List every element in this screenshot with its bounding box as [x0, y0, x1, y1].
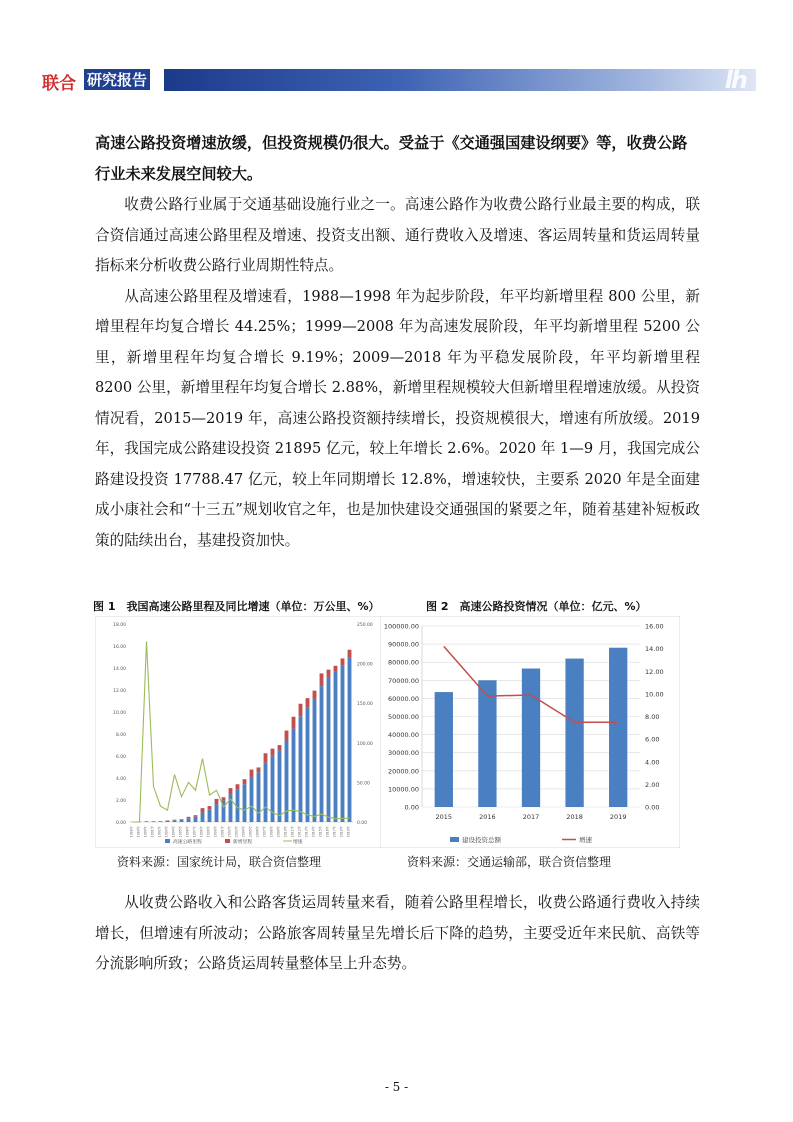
y-left-tick: 30000.00 — [387, 749, 419, 758]
y-left-tick: 2.00 — [115, 799, 126, 804]
paragraph-3: 从收费公路收入和公路客货运周转量来看，随着公路里程增长，收费公路通行费收入持续增长，但增速有所波动；公路旅客周转量呈先增长后下降的趋势，主要受近年来民航、高铁等分流影响所致；公路货运周转量整体呈上升态势。 — [95, 894, 700, 972]
bar-mileage — [159, 821, 163, 822]
x-tick-label: 1997年 — [192, 826, 197, 838]
x-tick-label: 2018 — [566, 813, 583, 821]
bar-new-mileage — [292, 717, 296, 729]
bar-new-mileage — [194, 815, 198, 817]
y-left-tick: 16.00 — [113, 645, 126, 650]
bar-new-mileage — [306, 698, 310, 707]
bar-mileage — [327, 678, 331, 822]
bar-mileage — [215, 804, 219, 822]
x-tick-label: 2016年 — [325, 826, 330, 838]
x-tick-label: 2016 — [479, 813, 496, 821]
bar-new-mileage — [236, 784, 240, 789]
bar-new-mileage — [264, 753, 268, 762]
x-tick-label: 2007年 — [262, 826, 267, 838]
legend-swatch — [225, 839, 230, 843]
x-tick-label: 2017 — [522, 813, 540, 821]
paragraph-1: 收费公路行业属于交通基础设施行业之一。高速公路作为收费公路行业最主要的构成，联合资信通过高速公路里程及增速、投资支出额、通行费收入及增速、客运周转量和货运周转量指标来分析收费公路行业周期性特点。 — [95, 196, 700, 274]
bar-new-mileage — [180, 819, 184, 820]
y-left-tick: 4.00 — [115, 777, 126, 782]
y-right-tick: 0.00 — [645, 803, 660, 812]
bar-investment — [435, 692, 453, 807]
bar-new-mileage — [173, 820, 177, 821]
x-tick-label: 1994年 — [171, 826, 176, 838]
bar-new-mileage — [320, 673, 324, 686]
figure-1-title: 图 1 我国高速公路里程及同比增速（单位：万公里、%） — [93, 600, 380, 613]
bar-mileage — [292, 729, 296, 822]
bar-mileage — [306, 707, 310, 822]
y-left-tick: 50000.00 — [387, 713, 419, 721]
y-left-tick: 0.00 — [404, 803, 419, 812]
bar-investment — [522, 669, 540, 807]
bar-new-mileage — [215, 799, 219, 804]
x-tick-label: 1989年 — [136, 826, 141, 838]
legend-label: 增速 — [293, 840, 303, 845]
bar-mileage — [208, 809, 212, 822]
report-header — [42, 66, 756, 94]
x-tick-label: 1990年 — [143, 826, 148, 838]
x-tick-label: 2010年 — [283, 826, 288, 838]
x-tick-label: 2006年 — [255, 826, 260, 838]
legend-label: 建设投资总额 — [462, 836, 501, 844]
bar-new-mileage — [250, 770, 254, 777]
bar-new-mileage — [257, 767, 261, 772]
x-tick-label: 1991年 — [150, 826, 155, 838]
lead-paragraph: 高速公路投资增速放缓，但投资规模仍很大。受益于《交通强国建设纲要》等，收费公路行业未来发展空间较大。 — [95, 134, 688, 183]
x-tick-label: 2009年 — [276, 826, 281, 838]
bar-mileage — [194, 817, 198, 822]
chart-highway-mileage — [95, 616, 395, 848]
bar-mileage — [341, 665, 345, 822]
y-right-tick: 12.00 — [645, 667, 664, 676]
y-left-tick: 6.00 — [115, 755, 126, 760]
x-tick-label: 2011年 — [290, 826, 295, 838]
y-left-tick: 70000.00 — [387, 676, 419, 685]
header-gradient-bar — [164, 66, 756, 94]
y-right-tick: 2.00 — [645, 780, 660, 789]
bar-new-mileage — [208, 806, 212, 809]
y-right-tick: 150.00 — [357, 702, 373, 708]
bar-new-mileage — [271, 749, 275, 756]
x-tick-label: 2012年 — [297, 826, 302, 838]
bar-mileage — [166, 821, 170, 822]
y-left-tick: 100000.00 — [383, 622, 419, 631]
legend-label: 增速 — [579, 836, 592, 844]
x-tick-label: 2000年 — [213, 826, 218, 838]
bar-mileage — [299, 716, 303, 822]
legend-swatch — [165, 839, 170, 843]
x-tick-label: 2017年 — [332, 826, 337, 838]
logo-red-text: 联合 — [42, 74, 76, 94]
bar-new-mileage — [327, 670, 331, 678]
x-tick-label: 2019年 — [346, 826, 351, 838]
y-left-tick: 40000.00 — [387, 731, 419, 740]
x-tick-label: 2004年 — [241, 826, 246, 838]
bar-new-mileage — [187, 817, 191, 818]
bar-mileage — [243, 784, 247, 822]
y-right-tick: 4.00 — [645, 758, 660, 767]
x-tick-label: 2008年 — [269, 826, 274, 838]
page-number: - 5 - — [384, 1080, 409, 1094]
legend-label: 新增里程 — [233, 840, 253, 845]
bar-new-mileage — [285, 731, 289, 741]
bar-mileage — [250, 777, 254, 822]
bar-investment — [609, 648, 627, 807]
bar-mileage — [313, 699, 317, 822]
bar-mileage — [257, 772, 261, 822]
bar-investment — [565, 659, 583, 807]
figure-1-source: 资料来源：国家统计局，联合资信整理 — [117, 855, 322, 869]
bar-new-mileage — [222, 797, 226, 800]
x-tick-label: 2005年 — [248, 826, 253, 838]
y-right-tick: 10.00 — [645, 690, 664, 699]
x-tick-label: 2019 — [609, 813, 627, 821]
bar-new-mileage — [229, 788, 233, 794]
y-right-tick: 50.00 — [357, 781, 370, 787]
y-right-tick: 16.00 — [645, 622, 664, 631]
brand-mark-icon: lh — [724, 66, 746, 94]
x-tick-label: 1999年 — [206, 826, 211, 838]
bar-mileage — [180, 820, 184, 822]
y-right-tick: 8.00 — [645, 713, 660, 721]
y-left-tick: 20000.00 — [387, 767, 419, 776]
figure-2-title: 图 2 高速公路投资情况（单位：亿元、%） — [426, 600, 647, 613]
bar-new-mileage — [334, 666, 338, 672]
bar-new-mileage — [348, 650, 352, 658]
bar-new-mileage — [299, 704, 303, 716]
main-content — [95, 128, 700, 556]
y-left-tick: 10.00 — [113, 711, 126, 716]
y-left-tick: 8.00 — [115, 733, 126, 738]
x-tick-label: 2001年 — [220, 826, 225, 838]
bar-mileage — [152, 821, 156, 822]
bar-investment — [478, 680, 496, 807]
legend-swatch — [450, 837, 459, 842]
x-tick-label: 2015年 — [318, 826, 323, 838]
x-tick-label: 1996年 — [185, 826, 190, 838]
bar-mileage — [320, 686, 324, 822]
figure-2-source: 资料来源：交通运输部，联合资信整理 — [407, 855, 612, 869]
y-left-tick: 14.00 — [113, 667, 126, 672]
y-left-tick: 0.00 — [115, 821, 126, 826]
x-tick-label: 2013年 — [304, 826, 309, 838]
bar-new-mileage — [201, 808, 205, 812]
bar-mileage — [278, 750, 282, 822]
y-right-tick: 250.00 — [357, 623, 373, 628]
bar-mileage — [334, 672, 338, 822]
y-left-tick: 10000.00 — [387, 785, 419, 794]
x-tick-label: 1988年 — [129, 826, 134, 838]
x-tick-label: 1998年 — [199, 826, 204, 838]
y-right-tick: 100.00 — [357, 741, 373, 747]
y-left-tick: 12.00 — [113, 689, 126, 694]
y-left-tick: 80000.00 — [387, 658, 419, 667]
bar-new-mileage — [243, 779, 247, 784]
y-left-tick: 18.00 — [113, 623, 126, 628]
bar-mileage — [187, 818, 191, 822]
bar-mileage — [285, 740, 289, 822]
y-right-tick: 0.00 — [357, 821, 368, 826]
x-tick-label: 1992年 — [157, 826, 162, 838]
y-right-tick: 200.00 — [357, 662, 373, 668]
chart-highway-investment — [380, 616, 680, 848]
x-tick-label: 2002年 — [227, 826, 232, 838]
logo-box-text: 研究报告 — [84, 69, 150, 90]
y-left-tick: 90000.00 — [387, 640, 419, 649]
x-tick-label: 2014年 — [311, 826, 316, 838]
bar-mileage — [173, 820, 177, 822]
bar-mileage — [348, 657, 352, 822]
bar-new-mileage — [341, 658, 345, 665]
legend-label: 高速公路里程 — [173, 840, 202, 845]
x-tick-label: 2018年 — [339, 826, 344, 838]
bar-mileage — [264, 763, 268, 822]
bar-mileage — [201, 812, 205, 822]
bar-new-mileage — [278, 745, 282, 750]
x-tick-label: 1995年 — [178, 826, 183, 838]
y-right-tick: 14.00 — [645, 645, 664, 654]
x-tick-label: 2003年 — [234, 826, 239, 838]
y-left-tick: 60000.00 — [387, 694, 419, 703]
paragraph-2: 从高速公路里程及增速看，1988—1998 年为起步阶段，年平均新增里程 800 公里，新增里程年均复合增长 44.25%；1999—2008 年为高速发展阶段，年平均新增里程 5200 公里，新增里程年均复合增长 9.19%；2009—2018 年为平稳发展阶段，年平均新增里程 8200 公里，新增里程年均复合增长 2.88%，新增里程规模较大但新增里程增速放缓。从投资情况看，2015—2019 年，高速公路投资额持续增长，投资规模很大，增速有所放缓。2019 年，我国完成公路建设投资 21895 亿元，较上年增长 2.6%。2020 年 1—9 月，我国完成公路建设投资 17788.47 亿元，较上年同期增长 12.8%，增速较快，主要系 2020 年是全面建成小康社会和“十三五”规划收官之年，也是加快建设交通强国的紧要之年，随着基建补短板政策的陆续出台，基建投资加快。 — [95, 287, 700, 549]
bar-new-mileage — [313, 691, 317, 699]
x-tick-label: 1993年 — [164, 826, 169, 838]
y-right-tick: 6.00 — [645, 735, 660, 744]
x-tick-label: 2015 — [435, 813, 453, 821]
bar-mileage — [145, 821, 149, 822]
lower-content — [95, 888, 700, 980]
